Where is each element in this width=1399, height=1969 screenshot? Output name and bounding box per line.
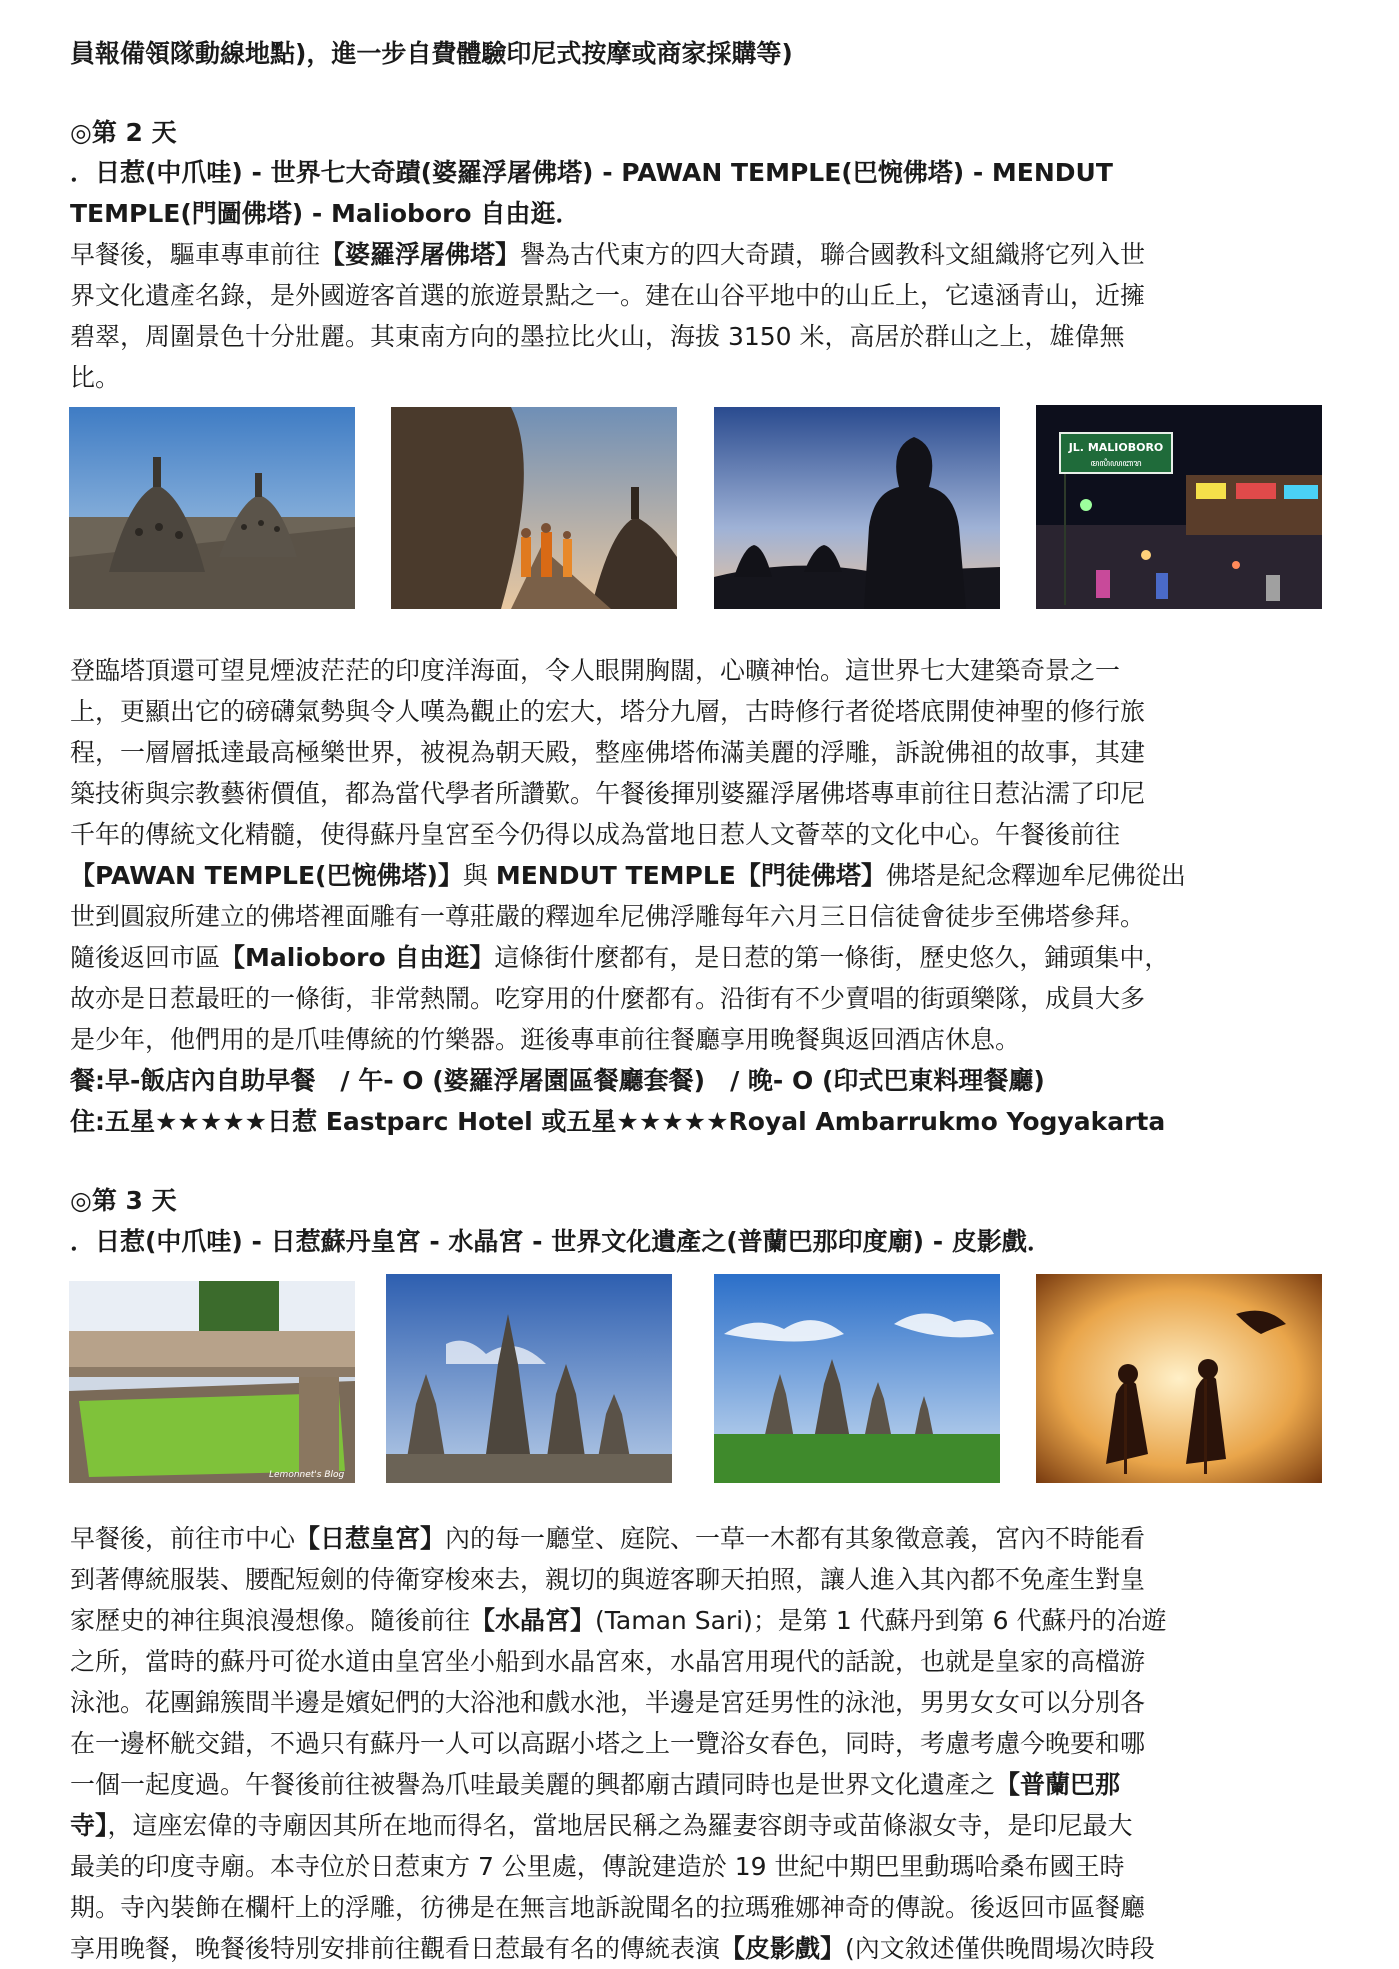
text-run: 早餐後，驅車專車前往 — [70, 240, 321, 269]
day2-p1-line: 碧翠，周圍景色十分壯麗。其東南方向的墨拉比火山，海拔 3150 米，高居於群山之上，雄偉無 — [70, 322, 1125, 351]
text-run: 隨後返回市區 — [70, 943, 221, 972]
monks-procession-photo-icon — [391, 407, 677, 609]
attraction-taman-sari: 【水晶宮】 — [470, 1606, 596, 1635]
text-run: 這條街什麼都有，是日惹的第一條街，歷史悠久，鋪頭集中， — [494, 943, 1170, 972]
text-run: ，這座宏偉的寺廟因其所在地而得名，當地居民稱之為羅妻容朗寺或苗條淑女寺，是印尼最大 — [107, 1811, 1133, 1840]
buddha-silhouette-photo-icon — [714, 407, 1000, 609]
day2-p2-line: 程，一層層抵達最高極樂世界，被視為朝天殿，整座佛塔佈滿美麗的浮雕，訴說佛祖的故事，其建 — [70, 738, 1146, 767]
day2-p2-line: 築技術與宗教藝術價值，都為當代學者所讚歎。午餐後揮別婆羅浮屠佛塔專車前往日惹沾濡了印尼 — [70, 779, 1146, 808]
attraction-mendut-temple: MENDUT TEMPLE【門徒佛塔】 — [495, 861, 886, 890]
day2-p2-line: 登臨塔頂還可望見煙波茫茫的印度洋海面，令人眼開胸闊，心曠神怡。這世界七大建築奇景之一 — [70, 656, 1121, 685]
day3-p1-line — [70, 1805, 1340, 1846]
attraction-kraton: 【日惹皇宮】 — [295, 1524, 446, 1553]
day3-p1-line — [70, 1764, 1340, 1805]
day3-p1-line: 泳池。花團錦簇間半邊是嬪妃們的大浴池和戲水池，半邊是宮廷男性的泳池，男男女女可以分別各 — [70, 1688, 1146, 1717]
street-sign-javanese: ꦩꦭꦶꦪꦧꦫ — [1090, 459, 1142, 469]
text-run: (Taman Sari)；是第 1 代蘇丹到第 6 代蘇丹的冶遊 — [595, 1606, 1167, 1635]
day2-p2-line: 上，更顯出它的磅礴氣勢與令人嘆為觀止的宏大，塔分九層，古時修行者從塔底開使神聖的修行旅 — [70, 697, 1146, 726]
attraction-pawan-temple: 【PAWAN TEMPLE(巴惋佛塔)】 — [70, 861, 463, 890]
borobudur-stupa-photo-icon — [69, 407, 355, 609]
day2-p1-line — [70, 234, 1340, 275]
day3-route-line-1: ．日惹(中爪哇) - 日惹蘇丹皇宮 - 水晶宮 - 世界文化遺產之(普蘭巴那印度廟) - 皮影戲． — [70, 1227, 1052, 1256]
day2-p2-line — [70, 855, 1340, 896]
day2-p2-line: 故亦是日惹最旺的一條街，非常熱鬧。吃穿用的什麼都有。沿街有不少賣唱的街頭樂隊，成員大多 — [70, 984, 1146, 1013]
attraction-malioboro: 【Malioboro 自由逛】 — [220, 943, 495, 972]
text-run: (內文敘述僅供晚間場次時段 — [845, 1934, 1155, 1963]
day3-heading: ◎第 3 天 — [70, 1186, 177, 1215]
text-run: 內的每一廳堂、庭院、一草一木都有其象徵意義，宮內不時能看 — [445, 1524, 1146, 1553]
malioboro-street-photo-icon — [1036, 405, 1322, 609]
text-run: 一個一起度過。午餐後前往被譽為爪哇最美麗的興都廟古蹟同時也是世界文化遺產之 — [70, 1770, 996, 1799]
day3-p1-line — [70, 1518, 1340, 1559]
text-run: 早餐後，前往市中心 — [70, 1524, 296, 1553]
shadow-puppet-photo-icon — [1036, 1274, 1322, 1483]
day2-p2-line: 世到圓寂所建立的佛塔裡面雕有一尊莊嚴的釋迦牟尼佛浮雕每年六月三日信徒會徒步至佛塔參拜。 — [70, 902, 1146, 931]
day2-p2-line: 是少年，他們用的是爪哇傳統的竹樂器。逛後專車前往餐廳享用晚餐與返回酒店休息。 — [70, 1025, 1021, 1054]
day3-p1-line: 期。寺內裝飾在欄杆上的浮雕，彷彿是在無言地訴說聞名的拉瑪雅娜神奇的傳說。後返回市區餐廳 — [70, 1893, 1146, 1922]
day2-hotel: 住:五星★★★★★日惹 Eastparc Hotel 或五星★★★★★Royal Ambarrukmo Yogyakarta — [70, 1107, 1166, 1136]
attraction-shadow-puppet: 【皮影戲】 — [720, 1934, 846, 1963]
day3-p1-line: 到著傳統服裝、腰配短劍的侍衛穿梭來去，親切的與遊客聊天拍照，讓人進入其內都不免產生對皇 — [70, 1565, 1146, 1594]
day2-p2-line: 千年的傳統文化精髓，使得蘇丹皇宮至今仍得以成為當地日惹人文薈萃的文化中心。午餐後前往 — [70, 820, 1121, 849]
text-run: 佛塔是紀念釋迦牟尼佛從出 — [885, 861, 1186, 890]
text-run: 譽為古代東方的四大奇蹟，聯合國教科文組織將它列入世 — [520, 240, 1146, 269]
day3-p1-line: 最美的印度寺廟。本寺位於日惹東方 7 公里處，傳說建造於 19 世紀中期巴里動瑪哈桑布國王時 — [70, 1852, 1125, 1881]
text-run: 享用晚餐，晚餐後特別安排前往觀看日惹最有名的傳統表演 — [70, 1934, 721, 1963]
photo-watermark: Lemonnet's Blog — [269, 1470, 345, 1480]
day2-heading: ◎第 2 天 — [70, 118, 177, 147]
day3-p1-line — [70, 1928, 1340, 1969]
water-palace-pool-photo-icon — [69, 1281, 355, 1483]
day3-p1-line — [70, 1600, 1340, 1641]
day2-p1-line: 界文化遺產名錄，是外國遊客首選的旅遊景點之一。建在山谷平地中的山丘上，它遠涵青山，近擁 — [70, 281, 1146, 310]
street-sign-text: JL. MALIOBORO — [1068, 441, 1164, 454]
text-run: 與 — [462, 861, 496, 890]
day2-p1-line: 比。 — [70, 363, 121, 392]
attraction-prambanan: 【普蘭巴那 — [995, 1770, 1121, 1799]
prambanan-distant-photo-icon — [714, 1274, 1000, 1483]
day2-route-line-2: TEMPLE(門圖佛塔) - Malioboro 自由逛． — [70, 199, 581, 228]
text-run: 家歷史的神往與浪漫想像。隨後前往 — [70, 1606, 471, 1635]
attraction-borobudur: 【婆羅浮屠佛塔】 — [320, 240, 521, 269]
continued-line: 員報備領隊動線地點)，進一步自費體驗印尼式按摩或商家採購等) — [70, 39, 793, 68]
day2-p2-line — [70, 937, 1340, 978]
attraction-prambanan-end: 寺】 — [70, 1811, 108, 1840]
day3-p1-line: 在一邊杯觥交錯，不過只有蘇丹一人可以高踞小塔之上一覽浴女春色，同時，考慮考慮今晚要和哪 — [70, 1729, 1146, 1758]
day2-route-line-1: ．日惹(中爪哇) - 世界七大奇蹟(婆羅浮屠佛塔) - PAWAN TEMPLE(巴惋佛塔) - MENDUT — [70, 158, 1113, 187]
day3-p1-line: 之所，當時的蘇丹可從水道由皇宮坐小船到水晶宮來，水晶宮用現代的話說，也就是皇家的高檔游 — [70, 1647, 1146, 1676]
day2-meals: 餐:早-飯店內自助早餐 / 午- O (婆羅浮屠園區餐廳套餐) / 晚- O (印式巴東料理餐廳) — [70, 1066, 1045, 1095]
prambanan-temple-photo-icon — [386, 1274, 672, 1483]
